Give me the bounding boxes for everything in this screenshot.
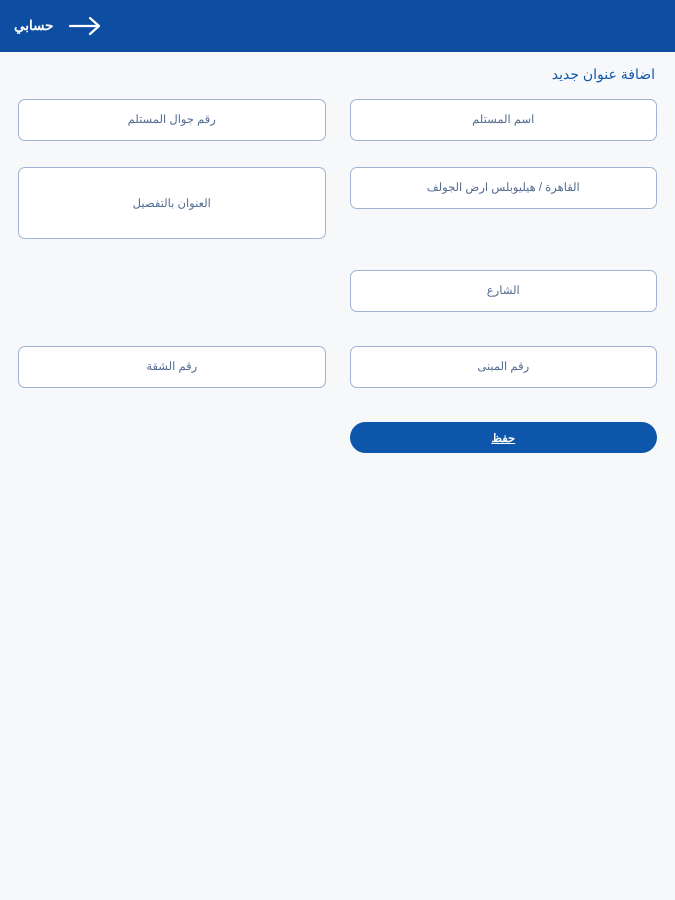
spacer bbox=[18, 312, 657, 346]
cell-apartment-number bbox=[18, 346, 326, 388]
form-row-1 bbox=[18, 99, 657, 141]
street-input[interactable] bbox=[350, 270, 658, 312]
spacer bbox=[18, 244, 657, 270]
address-details-input[interactable] bbox=[18, 167, 326, 239]
back-button[interactable] bbox=[68, 15, 102, 37]
cell-address-details bbox=[18, 167, 326, 244]
address-form bbox=[18, 99, 657, 453]
city-area-input[interactable] bbox=[350, 167, 658, 209]
arrow-right-icon bbox=[68, 15, 102, 37]
cell-customer-name bbox=[350, 99, 658, 141]
cell-customer-phone bbox=[18, 99, 326, 141]
customer-name-input[interactable] bbox=[350, 99, 658, 141]
section-title: اضافة عنوان جديد bbox=[551, 66, 655, 82]
page-title: حسابي bbox=[14, 18, 54, 33]
page-body bbox=[0, 66, 675, 453]
form-row-3 bbox=[18, 270, 657, 312]
save-button[interactable]: حفظ bbox=[350, 422, 658, 453]
form-row-save bbox=[18, 422, 657, 453]
apartment-number-input[interactable] bbox=[18, 346, 326, 388]
cell-city-area bbox=[350, 167, 658, 209]
spacer bbox=[18, 388, 657, 422]
cell-save-button bbox=[350, 422, 658, 453]
app-header bbox=[0, 0, 675, 52]
spacer bbox=[18, 141, 657, 167]
header-inner bbox=[14, 15, 102, 37]
customer-phone-input[interactable] bbox=[18, 99, 326, 141]
form-row-4 bbox=[18, 346, 657, 388]
cell-building-number bbox=[350, 346, 658, 388]
form-row-2 bbox=[18, 167, 657, 244]
building-number-input[interactable] bbox=[350, 346, 658, 388]
cell-street bbox=[350, 270, 658, 312]
